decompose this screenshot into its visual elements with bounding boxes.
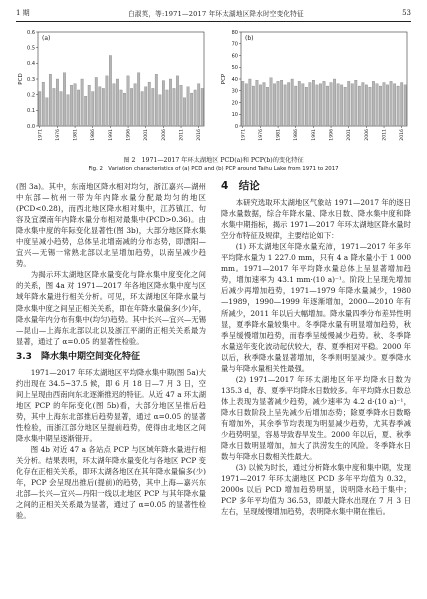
bar [123,93,125,126]
figure-2 [16,28,411,154]
bar [358,86,360,126]
y-tick-label: 20 [231,100,238,107]
conclusion-item: (2) 1971—2017 年环太湖地区年平均降水日数为 135.3 d，春、夏季平均降水日数较多。年平均降水日数总体上表现为显著减少趋势，减少速率为 4.2 d·(10 a)⁻¹，降水日数阶段上呈先减少后增加态势；除夏季降水日数略有增加外，其余季节均表现为明显减少趋势，尤其春季减少趋势明显，容易导致春旱发生。2000 年以后，夏、秋季降水日数明显增加，加大了洪涝发生的风险。冬季降水日数与年降水日数相关性最大。 [221,374,411,462]
bar [397,86,399,126]
bar [256,80,258,126]
bar [148,82,150,126]
bar [344,87,346,126]
bar [42,82,44,126]
y-axis-label: PCD [18,73,24,85]
bar [242,81,244,126]
y-tick-label: 40 [231,76,238,83]
bar [383,83,385,126]
bar [266,87,268,126]
y-tick-label: 0.3 [27,76,35,83]
bar [74,84,76,126]
bar [245,84,247,126]
bar [312,80,314,126]
paragraph: 图 4b 对近 47 a 各站点 PCP 与区域年降水量进行相关分析。结果表明，环太湖年降水量变化与各地区 PCP 变化存在正相关关系，即环太湖各地区在其年降水量偏多(少)年，PCP 会呈现出推后(提前)的趋势，其中上海—嘉兴东北部—长兴—宜兴—丹阳一线以北地区 PCP 与其年降水量之间的正相关关系最为显著，通过了 α=0.05 的显著性检验。 [16,445,206,521]
bar [187,87,189,126]
x-tick-label: 1991 [311,129,317,141]
bar [263,83,265,126]
bar [56,79,58,126]
conclusion-item: (1) 环太湖地区年降水量充沛，1971—2017 年多年平均降水量为 1 227.0 mm，只有 4 a 降水量小于 1 000 mm。1971—2017 年平均降水量总体上呈显著增加趋势，增加速率为 43.1 mm·(10 a)⁻¹。阶段上呈现先增加后减少再增加趋势，1971—1979 年降水量减少，1980—1989，1990—1999 年逐渐增加，2000—2010 年有所减少，2011 年以后大幅增加。降水量四季分布差异性明显，夏季降水量较集中。冬季降水量有明显增加趋势，秋季呈缓慢增加趋势，而春季呈缓慢减少趋势。秋、冬季降水量送年变化波动起伏较大，春、夏季相对平稳。2000 年以后，秋季降水量显著增加，冬季则明显减少。夏季降水量与年降水量相关性最强。 [221,242,411,373]
y-tick-label: 0.1 [27,108,35,115]
bar [49,74,51,126]
bar [53,88,55,126]
bar [134,84,136,126]
x-tick-label: 1971 [241,129,247,141]
figure-caption-en: Fig. 2 Variation characteristics of (a) PCD and (b) PCP around Taihu Lake from 1971 to 2017 [88,166,339,172]
issue-number: 1 期 [16,9,30,17]
bar [390,81,392,126]
y-tick-label: 70 [231,41,238,48]
x-tick-label: 1976 [258,129,264,141]
right-column [221,181,411,517]
bar [173,88,175,126]
bar [88,85,90,126]
y-axis-label: PCP [221,73,227,85]
x-tick-label: 2001 [347,129,353,141]
bar [144,87,146,126]
bar [159,95,161,126]
bar [365,85,367,126]
y-tick-label: 0.6 [27,29,35,36]
y-tick-label: 50 [231,65,238,72]
chart-panel-a [16,28,208,146]
bar [141,92,143,126]
bar [316,85,318,126]
y-tick-label: 0.4 [27,61,35,68]
bar [194,90,196,126]
x-tick-label: 1981 [73,129,79,141]
bar [309,83,311,126]
bar [190,93,192,126]
paragraph: 本研究选取环太湖地区气象站 1971—2017 年的逐日降水量数据，综合年降水量、降水日数、降水集中度和降水集中期指标，揭示 1971—2017 年环太湖地区降水量时空分布特征及规律，主要结论如下： [221,198,411,241]
x-tick-label: 2001 [144,129,150,141]
bar [116,79,118,126]
bar [347,81,349,126]
x-tick-label: 1991 [108,129,114,141]
x-tick-label: 1986 [294,129,300,141]
bar [330,83,332,126]
bar [252,86,254,126]
x-tick-label: 2011 [382,129,388,141]
bar [369,87,371,126]
bar [127,76,129,126]
pcd-bar-chart [16,28,208,146]
bar [99,87,101,126]
x-tick-label: 1986 [91,129,97,141]
x-tick-label: 1971 [38,129,44,141]
y-tick-label: 80 [231,29,238,36]
y-tick-label: 0 [234,123,238,130]
x-tick-label: 2006 [364,129,370,141]
figure-caption-cn: 图 2 1971—2017 年环太湖地区 PCD(a)和 PCP(b)的变化特征 [123,157,304,164]
panel-label: (b) [245,35,254,42]
y-tick-label: 0.2 [27,92,35,99]
x-tick-label: 1976 [55,129,61,141]
section-heading-4: 4 结论 [221,180,260,192]
bar [340,85,342,126]
bar [180,85,182,126]
bar [249,79,251,126]
bar [319,84,321,126]
bar [166,90,168,126]
bar [351,84,353,126]
bar [379,86,381,126]
bar [291,79,293,126]
chart-panel-b [219,28,411,146]
bar [109,56,111,127]
x-tick-label: 1981 [276,129,282,141]
x-tick-label: 2016 [197,129,203,141]
bar [183,98,185,126]
bar [176,76,178,126]
bar [106,76,108,126]
running-header [16,6,411,20]
bar [287,83,289,126]
header-rule [16,21,411,22]
bar [201,88,203,126]
bar [46,98,48,126]
bar [84,96,86,126]
bar [130,88,132,126]
paragraph: 1971—2017 年环太湖地区平均降水集中期(图 5a)大约出现在 34.5~37.5 候，即 6 月 18 日—7 月 3 日，空间上呈现由西南向东北逐渐推迟的特征。从近 47 a 环太湖地区 PCP 的年际变化(图 5b)看，大部分地区呈推后趋势，其中上海东北部推后趋势显著，通过 α=0.05 的显著性检验，而浙江部分地区呈提前趋势，使得由北地区之间降水集中期呈逐渐错开。 [16,367,206,444]
bar [77,90,79,126]
bar [280,80,282,126]
pcp-bar-chart [219,28,411,146]
bar [67,95,69,126]
paragraph: 为揭示环太湖地区降水量变化与降水集中度变化之间的关系，图 4a 对 1971—2017 年各地区降水集中度与区域年降水量进行相关分析。可见，环太湖地区年降水量与降水集中度之间呈正相关关系，即在年降水量偏多(少)年，降水量年内分布有集中(均匀)趋势。其中长兴—宜兴—无锡—昆山—上海东北部以北以及浙江平湖的正相关关系最为显著，通过了 α=0.05 的显著性检验。 [16,270,206,346]
bar [162,81,164,126]
bar [273,84,275,126]
bar [270,78,272,126]
bar [302,84,304,126]
bar [277,81,279,126]
x-tick-label: 2011 [179,129,185,141]
x-tick-label: 2016 [400,129,406,141]
paragraph: (图 3a)。其中，东南地区降水相对均匀，浙江嘉兴—湖州中东部—杭州一带为年内降水量分配最均匀的地区(PCD<0.28)，而西北地区降水相对集中，江苏镇江、句容及宜溧南年内降水量分布相对最集中(PCD>0.36)。由降水集中度的年际变化显著性(图 3b)，大部分地区降水集中度呈减小趋势，总体呈北增南减的分布态势，即漂阳—宜兴—无锡一常熟北部以北呈增加趋势，以南呈减少趋势。 [16,182,206,269]
y-tick-label: 0.5 [27,45,35,52]
x-tick-label: 1996 [329,129,335,141]
y-tick-label: 60 [231,53,238,60]
x-tick-label: 1996 [126,129,132,141]
bar [323,81,325,126]
bar [355,80,357,126]
x-tick-label: 2006 [161,129,167,141]
bar [362,83,364,126]
bar [39,92,41,126]
bar [259,85,261,126]
y-tick-label: 10 [231,112,238,119]
bar [404,85,406,126]
bar [102,88,104,126]
bar [152,88,154,126]
bar [284,85,286,126]
bar [92,92,94,126]
bar [113,84,115,126]
bar [386,85,388,126]
bar [120,90,122,126]
y-tick-label: 30 [231,88,238,95]
bar [81,79,83,126]
bar [197,84,199,126]
bar [70,85,72,126]
panel-label: (a) [42,35,51,42]
bar [376,84,378,126]
bar [295,86,297,126]
bar [169,79,171,126]
bar [393,84,395,126]
bar [95,77,97,126]
bar [60,92,62,126]
bar [372,81,374,126]
y-tick-label: 0.0 [27,123,35,130]
bar [63,73,65,126]
section-heading-3-3: 3.3 降水集中期空间变化特征 [16,351,140,362]
bar [326,86,328,126]
left-column [16,181,206,521]
bar [298,81,300,126]
page-number: 53 [402,9,411,17]
bar [137,73,139,126]
bar [155,74,157,126]
bar [305,87,307,126]
bar [333,79,335,126]
running-title: 白淑英，等:1971—2017 年环太湖地区降水时空变化特征 [128,10,304,18]
bar [337,84,339,126]
conclusion-item: (3) 以候为时长，通过分析降水集中度和集中期，发现 1971—2017 年环太湖地区 PCD 多年平均值为 0.32，2000s 以后 PCD 增加趋势明显，说明降水趋于集中；PCP 多年平均值为 36.53，即最大降水出现在 7 月 3 日左右，呈现缓慢增加趋势，表明降水集中期在推后。 [221,463,411,517]
bar [400,83,402,126]
